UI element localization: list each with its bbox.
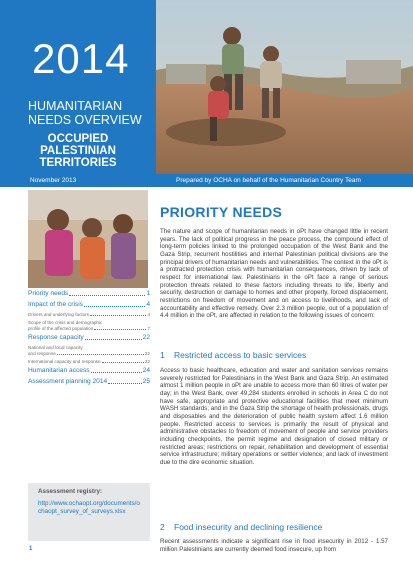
toc-item[interactable] <box>28 334 150 342</box>
subsection-title: Restricted access to basic services <box>174 350 307 360</box>
prepared-by: Prepared by OCHA on behalf of the Humanitarian Country Team <box>176 177 361 184</box>
toc-label: Impact of the crisis <box>28 301 83 308</box>
subsection-number: 2 <box>160 522 165 532</box>
toc-label: Priority needs <box>28 290 69 297</box>
side-photo <box>28 190 148 288</box>
table-of-contents <box>28 290 150 389</box>
subsection-paragraph: Recent assessments indicate a significant rise in food insecurity in 2012 - 1.57 million Palestinians are currently deemed food insecure, up from <box>160 538 388 553</box>
toc-label: National and local capacity <box>28 345 83 350</box>
toc-label: International capacity and response <box>28 359 101 364</box>
region-line: OCCUPIED <box>47 133 109 145</box>
section-heading: PRIORITY NEEDS <box>160 204 283 220</box>
toc-page: 4 <box>147 312 150 317</box>
toc-label: and response <box>28 351 56 356</box>
cover-photo <box>156 0 413 174</box>
toc-page: 7 <box>147 326 150 331</box>
toc-item[interactable] <box>28 301 150 309</box>
toc-subitem[interactable] <box>28 312 150 318</box>
region-title <box>0 133 156 169</box>
toc-page: 24 <box>142 367 150 374</box>
registry-title: Assessment registry: <box>38 488 103 495</box>
subsection-heading <box>160 522 322 532</box>
toc-page: 22 <box>144 351 150 356</box>
toc-page: 1 <box>146 290 150 297</box>
toc-page: 4 <box>146 301 150 308</box>
toc-label: Response capacity <box>28 334 84 341</box>
toc-subitem[interactable] <box>28 351 150 357</box>
toc-page: 25 <box>142 378 150 385</box>
subsection-heading <box>160 350 306 360</box>
page-number: 1 <box>29 546 33 552</box>
toc-item[interactable] <box>28 378 150 386</box>
registry-link[interactable]: http://www.ochaopt.org/documents/ochaopt_survey_of_surveys.xlsx <box>38 500 140 515</box>
toc-subitem[interactable] <box>28 326 150 332</box>
toc-page: 22 <box>142 334 150 341</box>
subsection-title: Food insecurity and declining resilience <box>174 522 323 532</box>
report-title-line-1: HUMANITARIAN <box>28 99 123 113</box>
report-year: 2014 <box>32 35 130 82</box>
toc-label: Scope of the crisis and demographic <box>28 320 103 325</box>
toc-item[interactable] <box>28 367 150 375</box>
intro-paragraph: The nature and scope of humanitarian needs in oPt have changed little in recent years. The lack of political progress in the peace process, the compound effect of long-term policies linked to the prolonged occupation of the West Bank and the Gaza Strip, recurrent hostilities and internal Palestinian political divisions are the principal drivers of humanitarian needs and vulnerabilities. The context in the oPt is a protracted protection crisis with humanitarian consequences, driven by lack of respect for international law. Palestinians in the oPt face a range of serious protection threats related to these factors including threats to life, liberty and security, destruction or damage to homes and other property, forced displacement, restrictions on freedom of movement and on access to livelihoods, and lack of accountability and effective remedy. Over 2.3 million people, out of a population of 4.4 million in the oPt, are affected in relation to the following issues of concern: <box>160 228 388 320</box>
report-date: November 2013 <box>30 177 77 184</box>
region-line: PALESTINIAN <box>40 145 116 157</box>
toc-label: Assessment planning 2014 <box>28 378 108 385</box>
toc-item[interactable] <box>28 290 150 298</box>
toc-page: 22 <box>144 359 150 364</box>
toc-label: Drivers and underlying factors <box>28 312 90 317</box>
report-title-line-2: NEEDS OVERVIEW <box>28 113 142 127</box>
region-line: TERRITORIES <box>39 157 117 169</box>
toc-label: Humanitarian access <box>28 367 90 374</box>
toc-subitem[interactable] <box>28 359 150 365</box>
toc-label: profile of the affected population <box>28 326 94 331</box>
subsection-number: 1 <box>160 350 165 360</box>
subsection-paragraph: Access to basic healthcare, education and water and sanitation services remains severely restricted for Palestinians in the West Bank and Gaza Strip. An estimated almost 1 million people in oPt are unable to access more than 60 litres of water per day; in the West Bank, over 49,284 students enrolled in schools in Area C do not have safe, appropriate and protective educational facilities that meet minimum WASH standards; and in the Gaza Strip the shortage of health professionals, drugs and disposables and the deterioration of public health system affect 1.6 million people. Restricted access to services is primarily the result of physical and administrative obstacles to freedom of movement of people and service providers including checkpoints, the permit regime and designation of closed military or restricted areas; restrictions on repair, rehabilitation and development of essential service infrastructure; military operations or settler violence; and lack of investment due to the dire economic situation. <box>160 367 388 466</box>
